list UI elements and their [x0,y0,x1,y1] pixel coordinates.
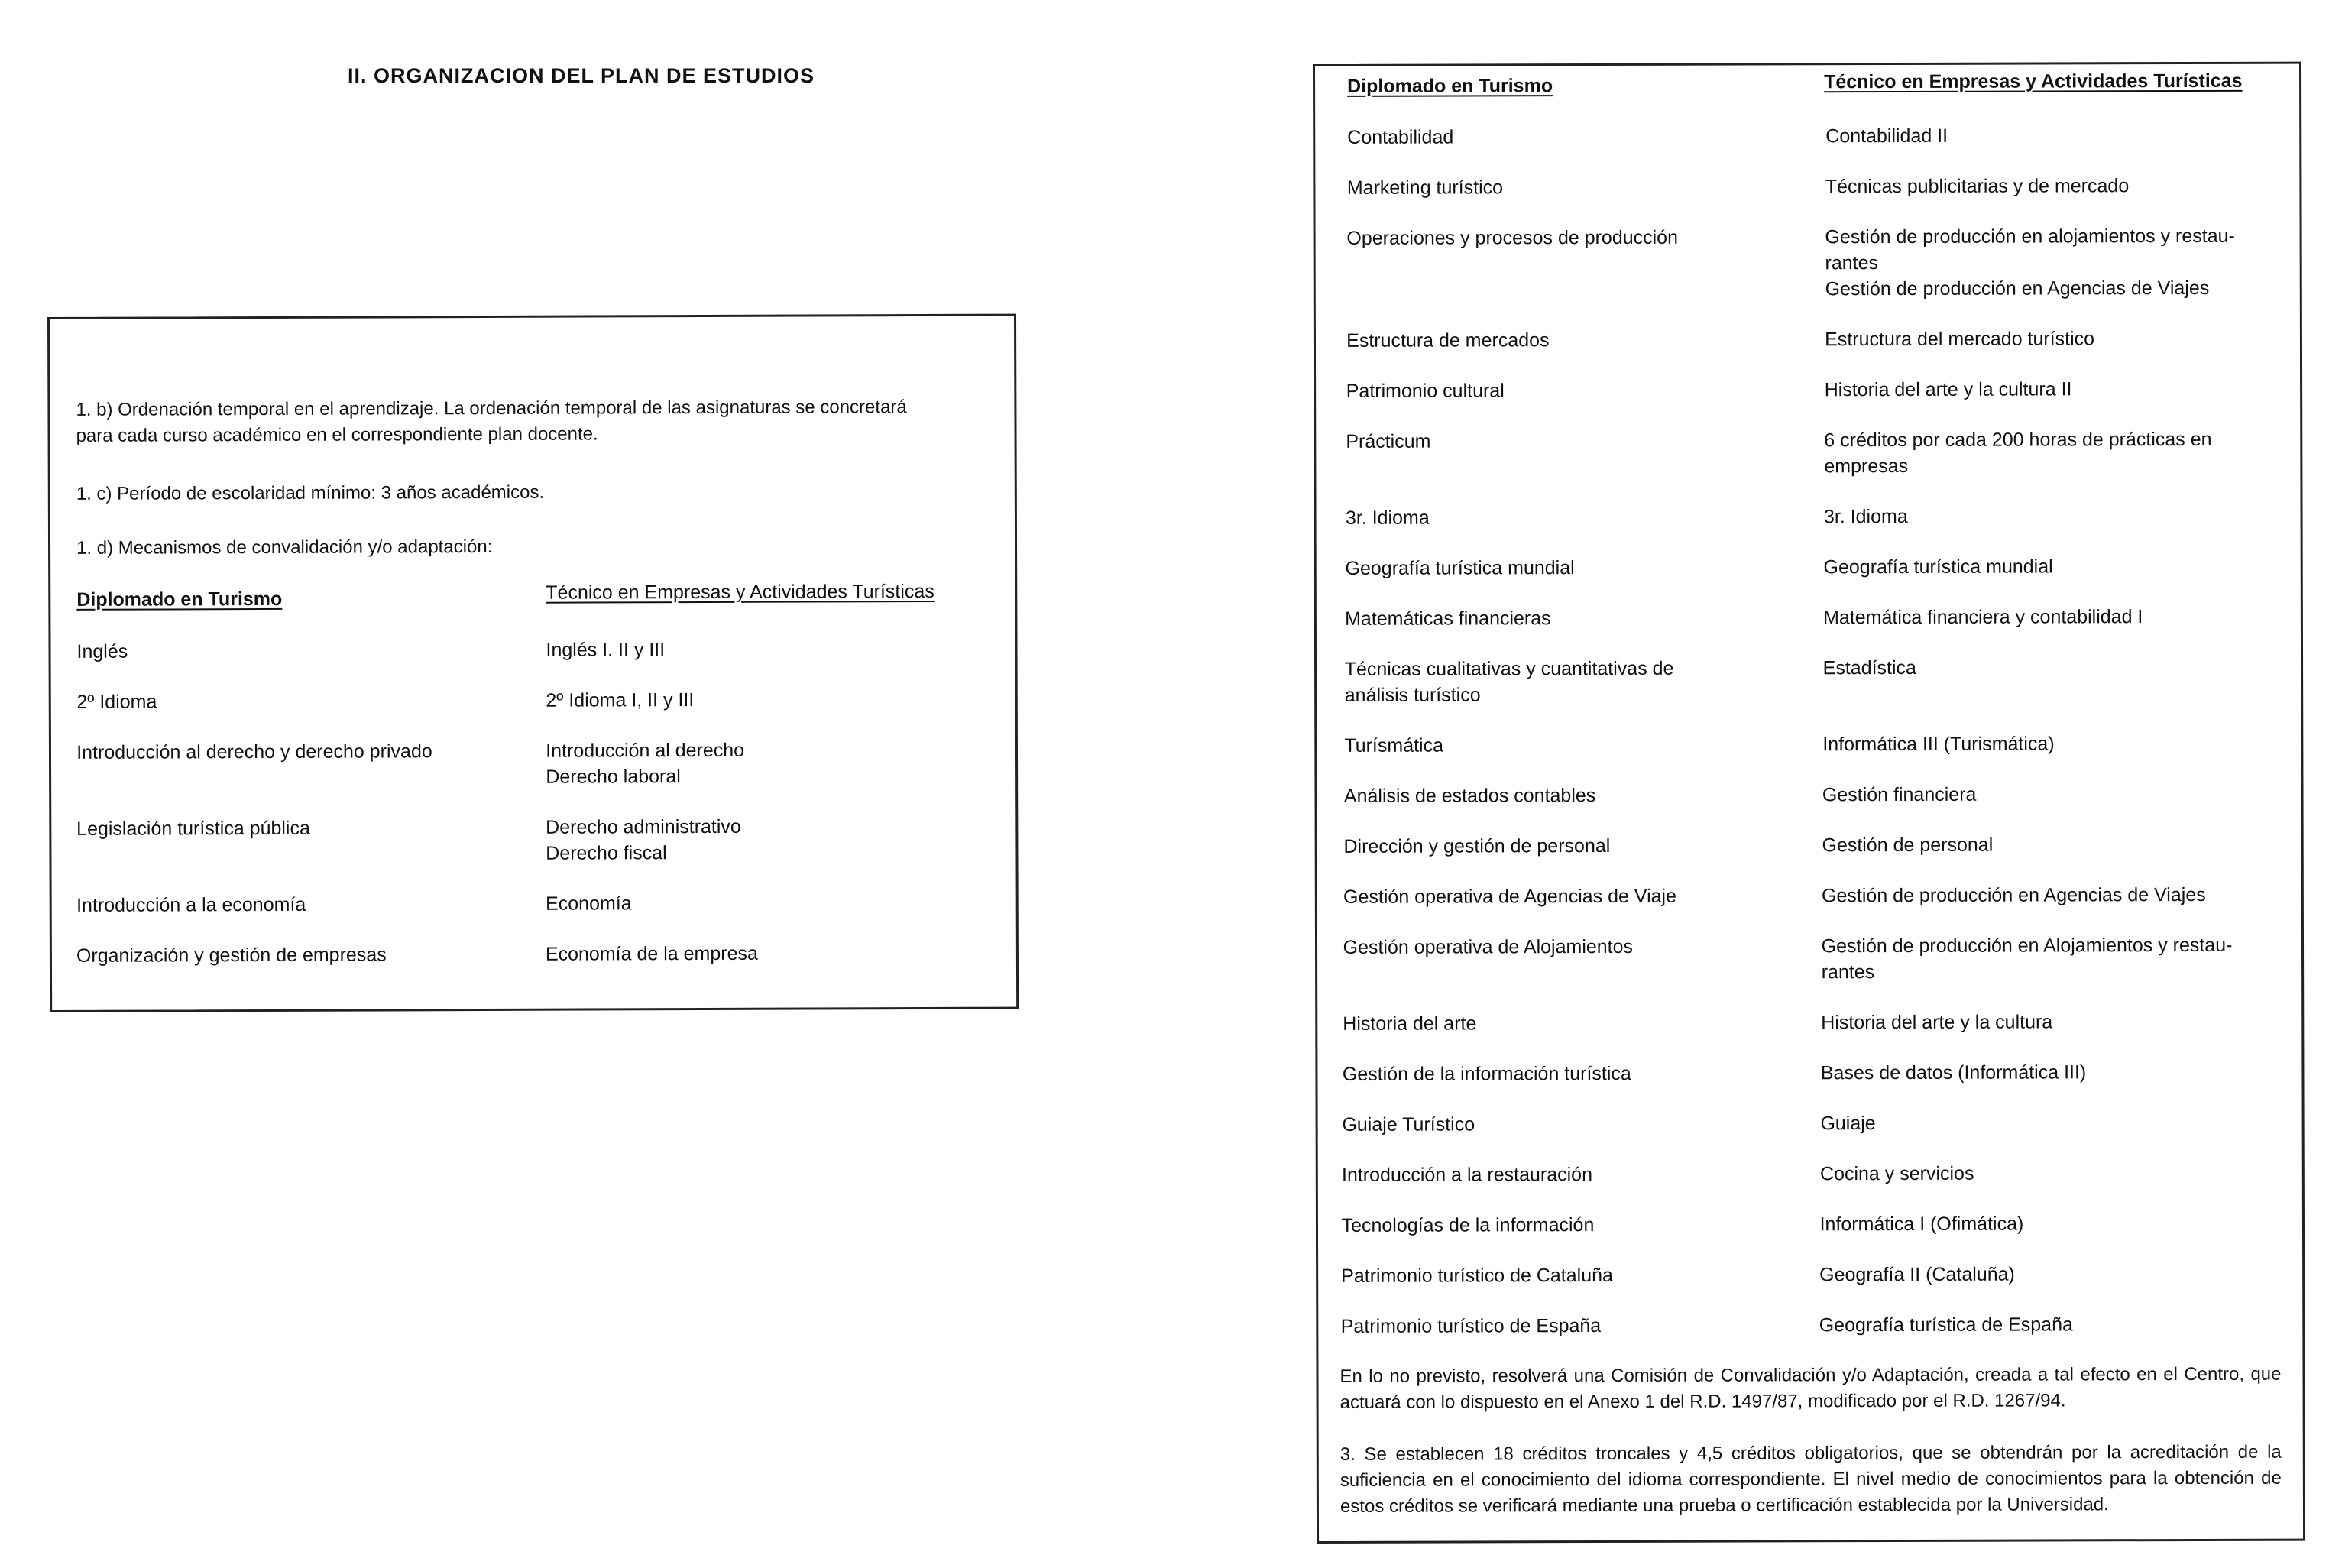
paragraph-1b-line: 1. b) Ordenación temporal en el aprendizaje. La ordenación temporal de las asignaturas se concretará [76,397,907,420]
cell-tecnico [1822,932,2233,985]
table-row [76,813,1015,864]
cell-tecnico [1820,1211,2024,1238]
cell-tecnico [1823,553,2052,580]
table-row [1343,932,2301,983]
cell-text: empresas [1824,455,1909,478]
cell-diplomado [1343,833,1610,860]
cell-diplomado [1342,1111,1475,1137]
cell-text: Gestión de la información turística [1342,1062,1631,1085]
table-row [1346,426,2300,478]
cell-tecnico [546,890,632,916]
table-row [76,940,1016,967]
cell-tecnico [546,687,694,714]
cell-diplomado [1346,377,1505,404]
cell-text: Introducción al derecho [546,739,745,762]
cell-diplomado [1341,1313,1602,1340]
cell-text: Economía [546,893,632,915]
cell-text: Marketing turístico [1346,177,1504,199]
cell-text: Cocina y servicios [1819,1162,1974,1185]
cell-tecnico [1824,504,1908,530]
cell-text: Operaciones y procesos de producción [1346,226,1679,249]
cell-text: 2º Idioma [76,691,157,713]
table-row [1345,604,2301,630]
cell-diplomado [1345,555,1574,582]
cell-diplomado [1343,934,1633,961]
left-content-box [47,314,1019,1012]
cell-text: Gestión operativa de Agencias de Viaje [1343,885,1677,908]
cell-tecnico [546,737,744,790]
cell-tecnico [1824,426,2211,479]
cell-text: Tecnologías de la información [1341,1214,1595,1236]
cell-text: Estructura del mercado turístico [1825,328,2095,351]
cell-diplomado [76,815,310,842]
table-row [1346,326,2300,352]
cell-diplomado [1343,1061,1631,1087]
cell-tecnico [1822,832,1993,859]
paragraph-1b [76,394,993,449]
cell-tecnico [546,941,758,967]
table-row [1343,1009,2301,1035]
cell-text: Guiaje [1820,1113,1876,1135]
cell-text: Inglés I. II y III [546,639,666,661]
note-paragraph: En lo no previsto, resolverá una Comisión de Convalidación y/o Adaptación, creada a tal efecto en el Centro, que actuará con lo dispuesto en el Anexo 1 del R.D. 1497/87, modificado por el R.D. 1267/94. [1339,1363,2282,1413]
cell-tecnico [1822,882,2206,909]
table-row [1342,1110,2301,1136]
cell-tecnico [1825,326,2094,352]
cell-diplomado [1346,429,1430,455]
cell-text: Organización y gestión de empresas [76,944,387,967]
cell-text: análisis turístico [1344,684,1481,706]
cell-text: Historia del arte [1343,1012,1477,1035]
cell-diplomado [1342,1161,1592,1188]
table-row [1344,731,2301,756]
cell-text: Matemática financiera y contabilidad I [1823,606,2143,629]
table-row [76,636,1015,663]
table-row [1343,831,2301,857]
cell-tecnico [1823,604,2143,630]
right-content-box [1313,62,2305,1544]
cell-text: Introducción a la economía [76,893,306,916]
paragraph-1b-line: para cada curso académico en el correspondiente plan docente. [76,423,598,446]
table-row [1346,376,2300,402]
cell-diplomado [1346,327,1549,354]
cell-tecnico [1819,1311,2073,1338]
cell-diplomado [1345,656,1674,708]
cell-text: Historia del arte y la cultura II [1824,378,2072,401]
cell-text: Geografía II (Cataluña) [1819,1263,2015,1286]
table-row [1344,654,2301,706]
table-row [1345,503,2301,529]
cell-text: Economía de la empresa [545,942,758,965]
cell-text: Patrimonio turístico de España [1340,1315,1602,1337]
cell-text: Técnicas publicitarias y de mercado [1825,175,2130,198]
table-row [1343,882,2301,908]
cell-diplomado [1347,125,1453,151]
cell-text: Derecho laboral [546,766,681,788]
cell-text: 6 créditos por cada 200 horas de prácticas en [1824,428,2212,452]
cell-text: Análisis de estados contables [1343,785,1596,807]
cell-text: Historia del arte y la cultura [1821,1011,2053,1034]
right-col2-heading: Técnico en Empresas y Actividades Turísticas [1824,70,2243,93]
right-col1-heading: Diplomado en Turismo [1347,75,1553,97]
cell-tecnico [1819,1262,2015,1288]
table-row [1341,1160,2302,1186]
cell-text: Gestión de producción en Alojamientos y restau- [1821,934,2233,957]
table-row [1346,173,2300,199]
left-col1-heading: Diplomado en Turismo [76,588,283,611]
cell-diplomado [76,941,387,968]
cell-tecnico [546,814,741,867]
cell-text: Patrimonio cultural [1346,380,1505,402]
cell-text: Contabilidad [1347,126,1454,148]
cell-diplomado [1346,225,1678,251]
cell-text: Inglés [76,640,128,663]
cell-tecnico [1825,173,2129,199]
cell-text: Gestión de producción en alojamientos y restau- [1825,225,2235,248]
table-row [76,686,1015,713]
cell-text: rantes [1821,961,1875,983]
cell-text: Derecho administrativo [546,815,741,838]
point-3-paragraph: 3. Se establecen 18 créditos troncales y 4,5 créditos obligatorios, que se obtendrán por la acreditación de la suficiencia en el conocimiento del idioma correspondiente. El nivel medio de conocimientos para la obtención de estos créditos se verificará mediante una prueba o certificación establecida por la Universidad. [1339,1441,2282,1517]
cell-text: Informática I (Ofimática) [1819,1213,2024,1236]
table-row [76,737,1015,788]
cell-text: Introducción al derecho y derecho privado [76,740,432,763]
cell-diplomado [1346,505,1430,531]
cell-diplomado [1341,1262,1613,1289]
cell-tecnico [1821,1059,2086,1086]
cell-text: 3r. Idioma [1823,505,1908,528]
cell-tecnico [1822,731,2054,757]
cell-text: Introducción a la restauración [1341,1164,1592,1186]
cell-diplomado [1344,782,1595,809]
page-heading: II. ORGANIZACION DEL PLAN DE ESTUDIOS [348,64,815,87]
cell-text: Turísmática [1344,734,1444,756]
cell-text: Bases de datos (Informática III) [1820,1061,2087,1084]
cell-tecnico [1825,376,2072,403]
cell-diplomado [1343,1010,1476,1036]
table-row [1342,1059,2302,1085]
cell-diplomado [76,892,306,918]
cell-text: Geografía turística mundial [1823,556,2053,578]
cell-text: Gestión de personal [1822,834,1994,857]
cell-text: Gestión de producción en Agencias de Viajes [1825,277,2210,300]
cell-tecnico [1825,223,2235,302]
cell-tecnico [546,637,665,663]
cell-text: Legislación turística pública [76,817,310,840]
table-row [1347,122,2299,148]
table-row [1345,553,2300,579]
cell-text: Contabilidad II [1825,125,1948,147]
cell-text: 3r. Idioma [1345,507,1430,529]
cell-text: Derecho fiscal [546,842,667,864]
cell-text: Prácticum [1346,430,1431,452]
table-row [1343,781,2301,807]
cell-text: Estructura de mercados [1346,329,1550,352]
cell-diplomado [1344,733,1443,759]
cell-tecnico [1820,1161,1974,1187]
cell-tecnico [1823,655,1916,681]
cell-text: Gestión operativa de Alojamientos [1343,935,1634,958]
left-col2-heading: Técnico en Empresas y Actividades Turísticas [546,580,935,604]
table-row [76,889,1016,916]
cell-text: Técnicas cualitativas y cuantitativas de [1344,657,1674,680]
cell-text: Informática III (Turismática) [1822,733,2055,756]
cell-text: Gestión financiera [1822,783,1977,806]
cell-text: Matemáticas financieras [1345,607,1551,630]
cell-text: Geografía turística mundial [1345,557,1575,579]
cell-text: Guiaje Turístico [1342,1113,1475,1136]
table-row [1340,1311,2303,1337]
cell-text: Estadística [1822,656,1916,679]
cell-text: 2º Idioma I, II y III [546,689,695,711]
cell-text: Geografía turística de España [1819,1314,2073,1336]
cell-diplomado [1343,883,1676,910]
cell-diplomado [1342,1212,1595,1239]
cell-text: rantes [1825,252,1879,274]
cell-diplomado [1347,174,1503,201]
cell-tecnico [1825,123,1948,149]
cell-tecnico [1821,1009,2052,1035]
cell-text: Gestión de producción en Agencias de Viajes [1822,883,2206,907]
cell-text: Patrimonio turístico de Cataluña [1341,1264,1613,1287]
cell-diplomado [76,738,432,766]
cell-diplomado [76,639,128,665]
paragraph-1c: 1. c) Período de escolaridad mínimo: 3 años académicos. [76,481,545,504]
cell-diplomado [1345,605,1551,632]
cell-tecnico [1822,782,1977,808]
table-row [1341,1210,2302,1236]
table-row [1346,223,2299,300]
cell-tecnico [1820,1110,1875,1136]
cell-diplomado [76,689,157,715]
paragraph-1d: 1. d) Mecanismos de convalidación y/o adaptación: [76,536,493,559]
table-row [1341,1261,2302,1287]
cell-text: Dirección y gestión de personal [1343,834,1611,857]
